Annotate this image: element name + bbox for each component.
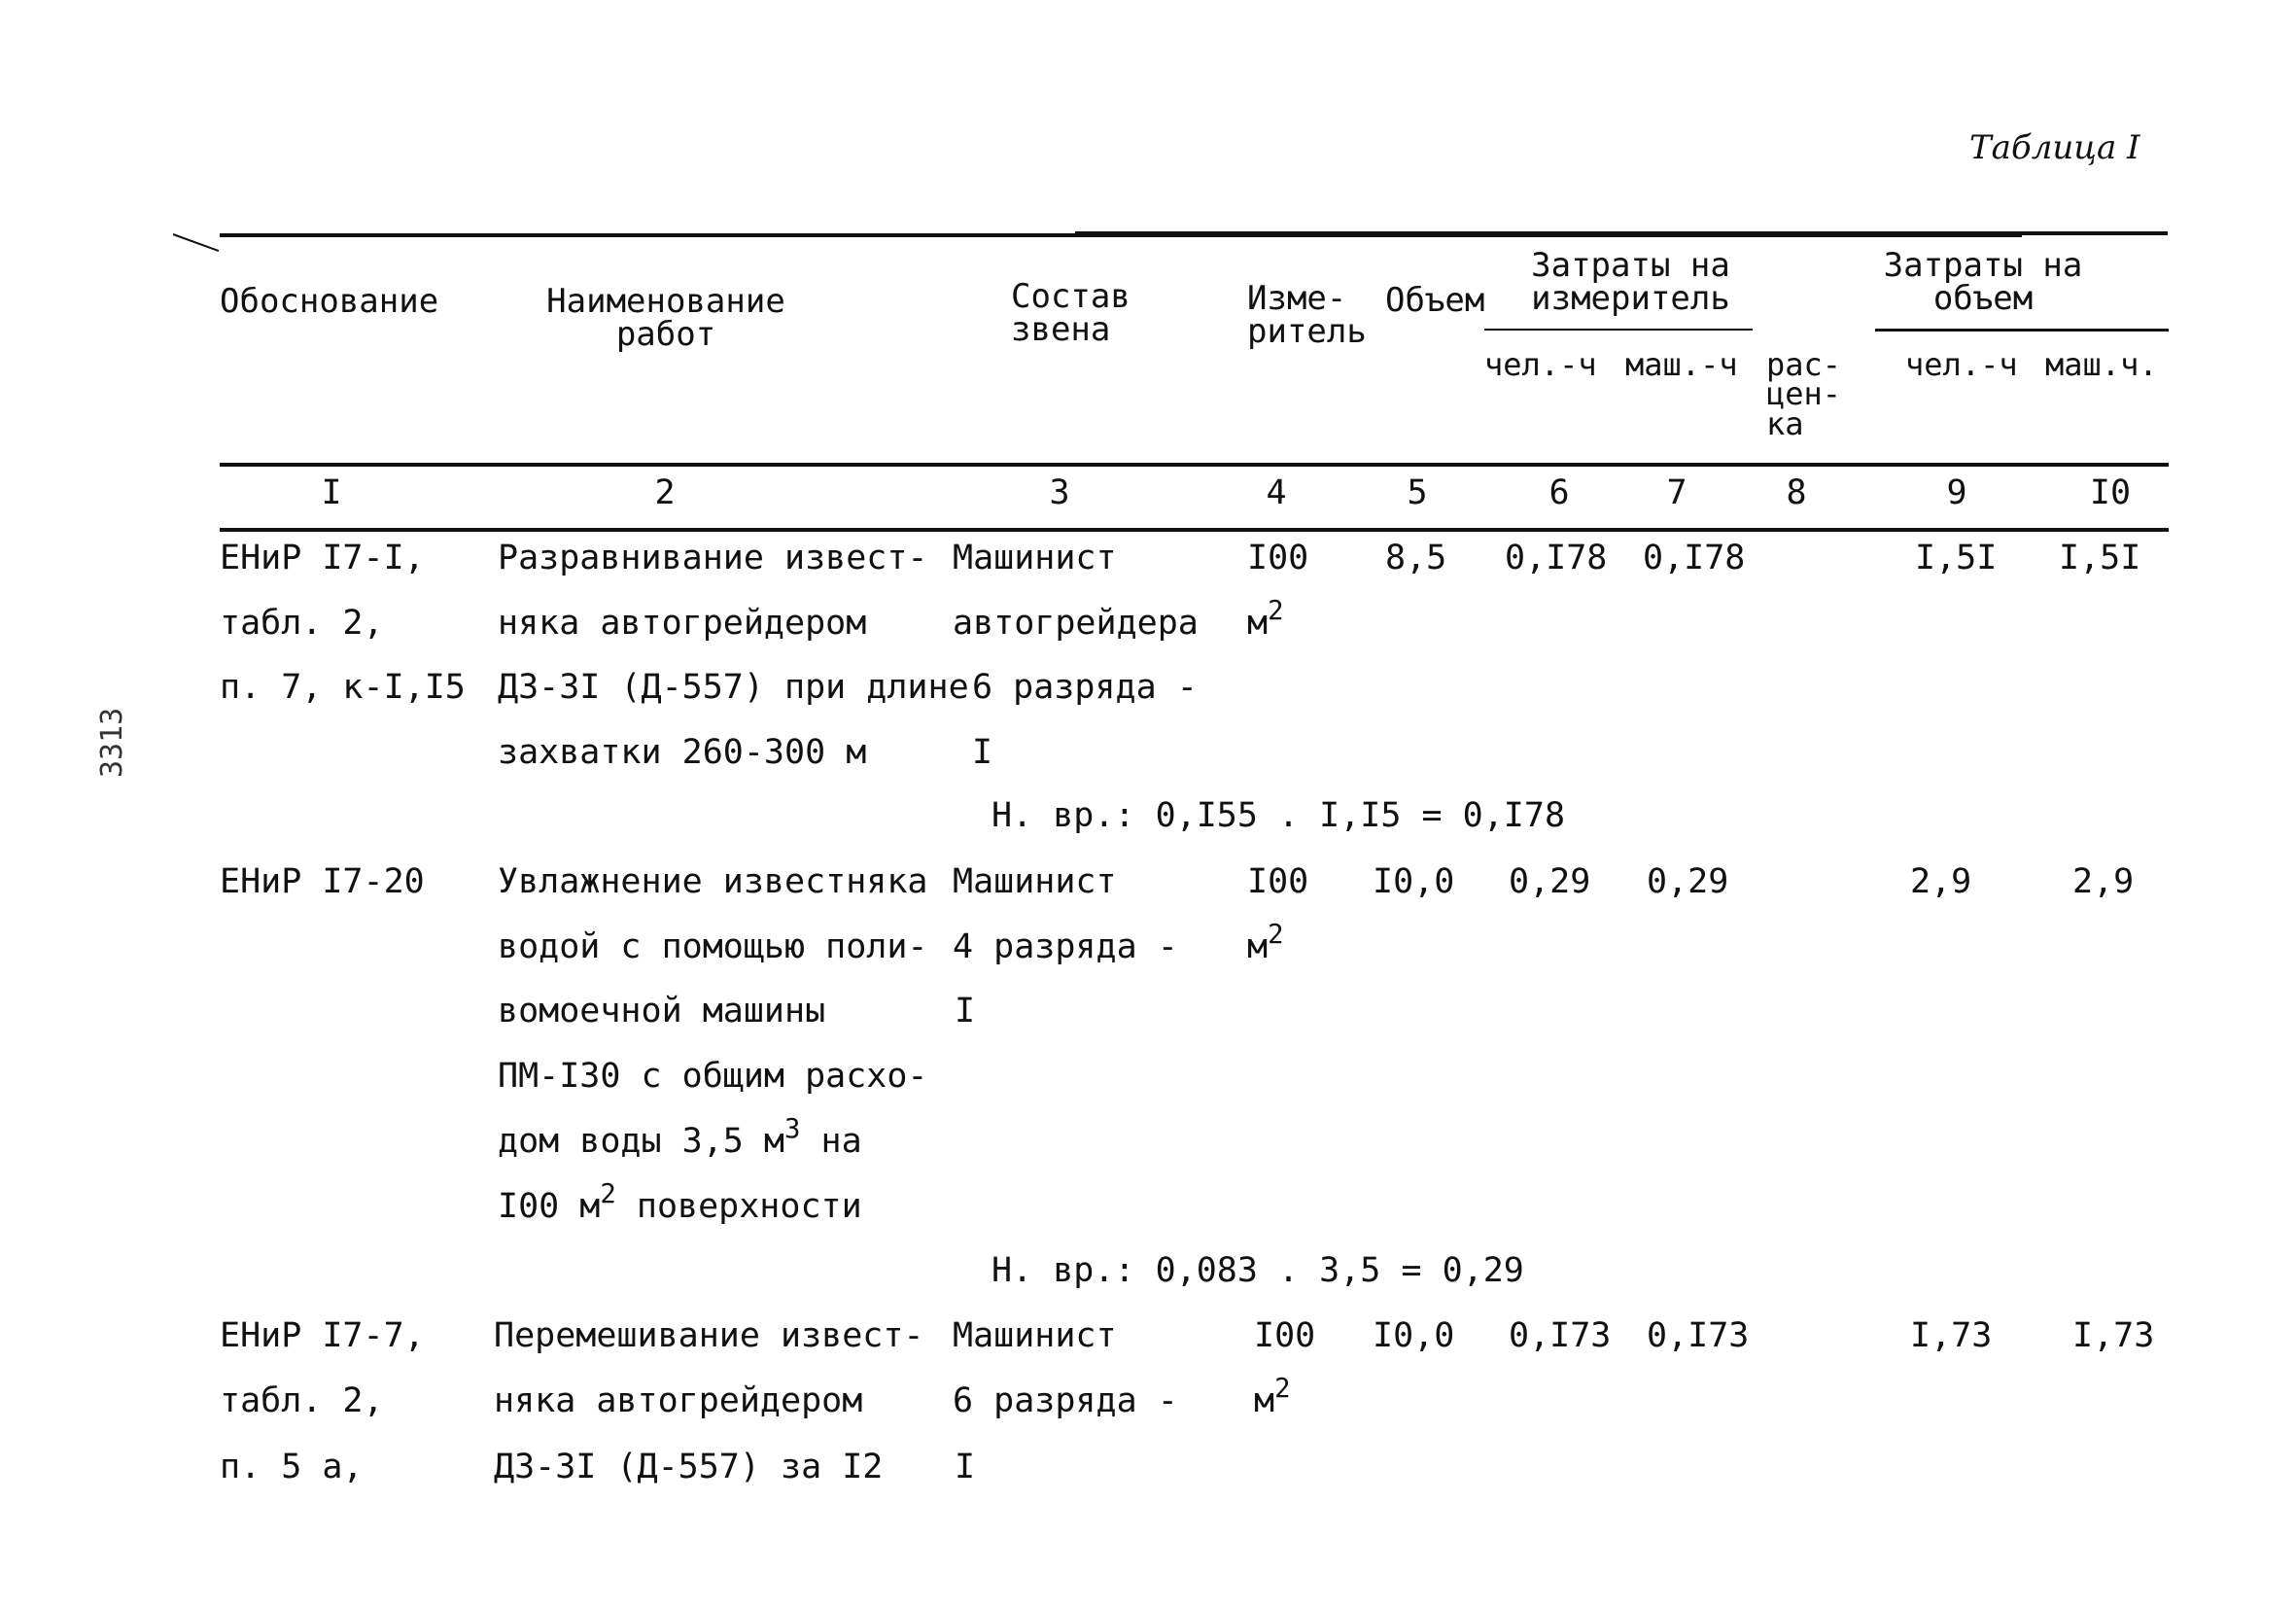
row-3-crew-line2: 6 разряда -	[953, 1381, 1178, 1420]
row-2-name-line6-tail: поверхности	[615, 1187, 862, 1226]
header-work-name-line1: Наименование	[546, 282, 785, 321]
header-work-name	[496, 282, 836, 354]
column-number: 3	[1049, 473, 1070, 512]
row-3-unit-value: I00	[1254, 1316, 1316, 1355]
row-2-machine-total: 2,9	[2072, 862, 2135, 901]
row-3-name-line1: Перемешивание извест-	[494, 1316, 924, 1355]
row-2-labor-per-unit: 0,29	[1509, 862, 1591, 901]
header-crew	[1011, 277, 1131, 349]
row-2-name-line5	[498, 1114, 862, 1161]
row-3-crew-line1: Машинист	[953, 1316, 1117, 1355]
row-2-unit-letter: м	[1247, 927, 1269, 966]
header-rate-line1: рас-	[1766, 346, 1842, 383]
column-number: 7	[1666, 473, 1687, 512]
row-3-basis-line3: п. 5 а,	[220, 1448, 364, 1486]
numbers-bottom-rule	[220, 528, 2169, 532]
row-2-name-line6	[498, 1179, 862, 1226]
row-3-unit-exp: 2	[1274, 1374, 1291, 1404]
row-1-name-line4: захватки 260-300 м	[498, 733, 867, 772]
column-number: 6	[1548, 473, 1570, 512]
row-3-name-line2: няка автогрейдером	[494, 1381, 863, 1420]
header-unit	[1247, 279, 1367, 351]
row-2-machine-per-unit: 0,29	[1647, 862, 1729, 901]
row-1-machine-per-unit: 0,I78	[1643, 539, 1746, 577]
group2-underline	[1875, 329, 2169, 332]
header-cost-per-unit	[1497, 246, 1764, 318]
row-2-name-line6-text: I00 м	[498, 1187, 601, 1226]
header-unit-line2: ритель	[1247, 312, 1367, 351]
column-number: 8	[1786, 473, 1807, 512]
row-1-unit-exp: 2	[1268, 596, 1284, 626]
row-2-name-line5-text: дом воды 3,5 м	[498, 1122, 785, 1161]
row-2-volume: I0,0	[1373, 862, 1455, 901]
header-machine-per-unit: маш.-ч	[1625, 346, 1738, 383]
row-3-volume: I0,0	[1373, 1316, 1455, 1355]
table-top-rule-right	[1075, 231, 2168, 235]
row-1-basis-line2: табл. 2,	[220, 604, 384, 643]
row-2-crew-line2: 4 разряда -	[953, 927, 1178, 966]
row-3-machine-total: I,73	[2072, 1316, 2155, 1355]
row-2-unit-base	[1247, 920, 1284, 966]
header-cost-per-volume	[1876, 246, 2090, 318]
row-3-crew-line3: I	[955, 1448, 976, 1486]
row-3-basis-line2: табл. 2,	[220, 1381, 384, 1420]
row-2-name-line6-exp: 2	[600, 1179, 616, 1209]
column-number: I	[321, 473, 342, 512]
header-bottom-rule	[220, 463, 2169, 467]
header-labor-per-unit: чел.-ч	[1484, 346, 1597, 383]
row-1-unit-value: I00	[1247, 539, 1309, 577]
row-1-name-line3: ДЗ-3I (Д-557) при длине	[498, 668, 969, 707]
column-number: 2	[654, 473, 676, 512]
row-2-labor-total: 2,9	[1910, 862, 1972, 901]
row-1-basis-line1: ЕНиР I7-I,	[220, 539, 425, 577]
row-1-name-line2: няка автогрейдером	[498, 604, 867, 643]
row-1-norm-calc: Н. вр.: 0,I55 . I,I5 = 0,I78	[991, 796, 1566, 835]
row-2-name-line5-tail: на	[800, 1122, 862, 1161]
header-cost-per-volume-line2: объем	[1932, 279, 2034, 318]
rule-tail	[173, 233, 220, 252]
row-1-crew-line2: автогрейдера	[953, 604, 1199, 643]
row-2-name-line5-exp: 3	[784, 1114, 801, 1144]
row-2-name-line1: Увлажнение известняка	[498, 862, 928, 901]
header-unit-line1: Изме-	[1247, 279, 1347, 318]
row-1-crew-line1: Машинист	[953, 539, 1117, 577]
group1-underline	[1484, 329, 1753, 331]
row-3-machine-per-unit: 0,I73	[1647, 1316, 1750, 1355]
row-1-volume: 8,5	[1385, 539, 1447, 577]
row-2-name-line3: вомоечной машины	[498, 992, 826, 1031]
row-2-unit-value: I00	[1247, 862, 1309, 901]
row-2-basis-line1: ЕНиР I7-20	[220, 862, 425, 901]
table-caption: Таблица I	[1969, 128, 2140, 167]
row-2-crew-line3: I	[955, 992, 976, 1031]
header-crew-line2: звена	[1011, 310, 1111, 349]
column-number: 9	[1946, 473, 1967, 512]
row-2-name-line4: ПМ-I30 с общим расхо-	[498, 1057, 928, 1096]
header-cost-per-unit-line2: измеритель	[1531, 279, 1730, 318]
header-volume: Объем	[1385, 281, 1485, 320]
row-1-machine-total: I,5I	[2059, 539, 2141, 577]
row-1-crew-line3: 6 разряда -	[972, 668, 1198, 707]
header-rate-line3: ка	[1766, 404, 1804, 442]
header-work-name-line2: работ	[615, 315, 716, 354]
row-1-unit-letter: м	[1247, 604, 1269, 643]
row-1-labor-total: I,5I	[1915, 539, 1998, 577]
row-2-unit-exp: 2	[1268, 920, 1284, 950]
row-3-basis-line1: ЕНиР I7-7,	[220, 1316, 425, 1355]
header-basis: Обоснование	[220, 282, 439, 321]
header-crew-line1: Состав	[1011, 277, 1131, 316]
row-2-name-line2: водой с помощью поли-	[498, 927, 928, 966]
row-3-name-line3: ДЗ-3I (Д-557) за I2	[494, 1448, 884, 1486]
row-3-labor-total: I,73	[1910, 1316, 1993, 1355]
row-3-labor-per-unit: 0,I73	[1509, 1316, 1612, 1355]
row-2-crew-line1: Машинист	[953, 862, 1117, 901]
header-rate-line2: цен-	[1766, 375, 1842, 413]
header-cost-per-volume-line1: Затраты на	[1883, 246, 2083, 285]
column-number: 4	[1266, 473, 1287, 512]
column-number: 5	[1407, 473, 1428, 512]
column-number: I0	[2089, 473, 2132, 512]
row-3-unit-letter: м	[1254, 1381, 1275, 1420]
row-3-unit-base	[1254, 1374, 1291, 1420]
row-1-basis-line3: п. 7, к-I,I5	[220, 668, 466, 707]
header-labor-total: чел.-ч	[1905, 346, 2018, 383]
row-2-norm-calc: Н. вр.: 0,083 . 3,5 = 0,29	[991, 1251, 1524, 1290]
margin-mark: 3313	[95, 707, 129, 778]
row-1-name-line1: Разравнивание извест-	[498, 539, 928, 577]
header-machine-total: маш.ч.	[2045, 346, 2158, 383]
row-1-labor-per-unit: 0,I78	[1505, 539, 1608, 577]
header-cost-per-unit-line1: Затраты на	[1531, 246, 1730, 285]
header-rate	[1766, 346, 1842, 442]
row-1-unit-base	[1247, 596, 1284, 643]
row-1-crew-line4: I	[972, 733, 993, 772]
